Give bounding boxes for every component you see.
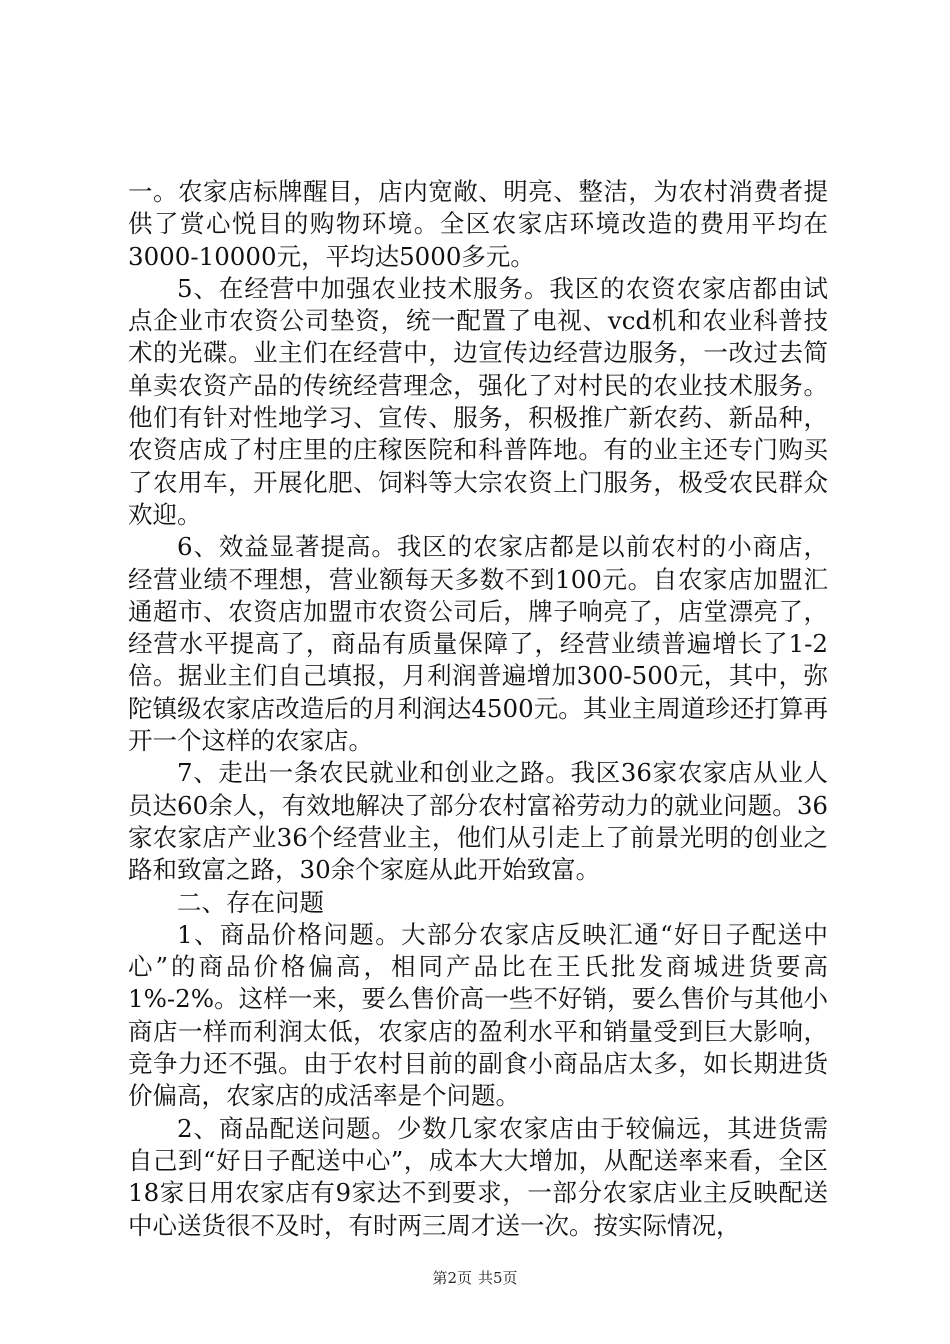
section-heading-problems: 二、存在问题 <box>177 887 324 917</box>
page-total: 共5页 <box>478 1269 518 1287</box>
paragraph-problem-1: 1、商品价格问题。大部分农家店反映汇通“好日子配送中心”的商品价格偏高，相同产品比在王氏批发商城进货要高1%-2%。这样一来，要么售价高一些不好销，要么售价与其他小商店一样而利润太低，农家店的盈利水平和销量受到巨大影响，竞争力还不强。由于农村目前的副食小商品店太多，如长期进货价偏高，农家店的成活率是个问题。 <box>128 919 828 1111</box>
paragraph-item-5: 5、在经营中加强农业技术服务。我区的农资农家店都由试点企业市农资公司垫资，统一配置了电视、vcd机和农业科普技术的光碟。业主们在经营中，边宣传边经营边服务，一改过去简单卖农资产品的传统经营理念，强化了对村民的农业技术服务。他们有针对性地学习、宣传、服务，积极推广新农药、新品种，农资店成了村庄里的庄稼医院和科普阵地。有的业主还专门购买了农用车，开展化肥、饲料等大宗农资上门服务，极受农民群众欢迎。 <box>128 273 828 529</box>
page-number: 第2页 <box>432 1269 472 1287</box>
paragraph-continuation: 一。农家店标牌醒目，店内宽敞、明亮、整洁，为农村消费者提供了赏心悦目的购物环境。全区农家店环境改造的费用平均在3000-10000元，平均达5000多元。 <box>128 177 828 271</box>
page-footer <box>0 1268 950 1288</box>
paragraph-item-7: 7、走出一条农民就业和创业之路。我区36家农家店从业人员达60余人，有效地解决了部分农村富裕劳动力的就业问题。36家农家店产业36个经营业主，他们从引走上了前景光明的创业之路和致富之路，30余个家庭从此开始致富。 <box>128 758 828 885</box>
paragraph-item-6: 6、效益显著提高。我区的农家店都是以前农村的小商店，经营业绩不理想，营业额每天多数不到100元。自农家店加盟汇通超市、农资店加盟市农资公司后，牌子响亮了，店堂漂亮了，经营水平提高了，商品有质量保障了，经营业绩普遍增长了1-2倍。据业主们自己填报，月利润普遍增加300-500元，其中，弥陀镇级农家店改造后的月利润达4500元。其业主周道珍还打算再开一个这样的农家店。 <box>128 532 828 756</box>
document-body <box>128 176 828 1242</box>
paragraph-problem-2: 2、商品配送问题。少数几家农家店由于较偏远，其进货需自己到“好日子配送中心”，成本大大增加，从配送率来看，全区18家日用农家店有9家达不到要求，一部分农家店业主反映配送中心送货很不及时，有时两三周才送一次。按实际情况， <box>128 1113 828 1240</box>
